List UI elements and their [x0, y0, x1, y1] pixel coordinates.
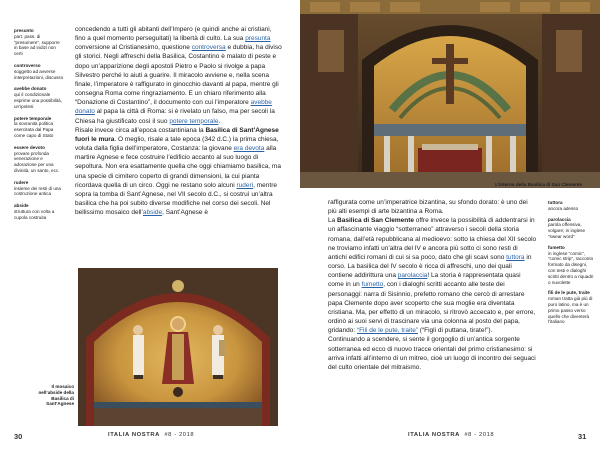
photo-caption: L’interno della Basilica di San Clemente [495, 182, 582, 187]
glossary-entry: fili de le pute, traite roman tratta già più di puro latino, ma è un primo passo verso quello che diventerà l’italiano [548, 290, 593, 325]
glossary-link-controversa[interactable]: controversa [191, 44, 226, 52]
glossary-entry: potere temporale la sovranità politica esercitata dal Papa come capo di Stato [14, 115, 54, 138]
left-footer-magazine: ITALIA NOSTRA #8 - 2018 [108, 432, 195, 438]
glossary-link-tuttora[interactable]: tuttora [506, 253, 525, 261]
glossary-entry: fumetto in inglese “comic”, “comic strip”, racconto formato da disegni, con testi e dialoghi scritti dentro a riquadri o nuvolette [548, 244, 594, 285]
glossary-entry: avebbe donato qui il condizionale esprime una possibilità, un’ipotesi [14, 86, 63, 109]
glossary-link-avebbe-donato[interactable]: avebbe donato [75, 99, 272, 116]
glossary-link-fumetto[interactable]: fumetto [361, 281, 384, 289]
glossary-link-parolaccia[interactable]: parolaccia [397, 272, 428, 280]
glossary-link-presunta[interactable]: presunta [245, 35, 271, 43]
glossary-entry: tuttora ancora adesso [548, 200, 579, 211]
glossary-entry: rudere insieme dei resti di una costruzione antica [14, 179, 61, 197]
glossary-entry: parolaccia parola offensiva, volgare; in inglese “swear word” [548, 216, 586, 239]
left-glossary [14, 28, 64, 227]
left-body-text [75, 25, 283, 217]
paragraph: Continuando a scendere, si sente il gorgoglio di un’antica sorgente sotterranea ed ecco di nuovo tracce orientali del primo cristianesimo: si arriva infatti all’interno di un mitreo, cioè un luogo di incontro dei seguaci del culto orientale del mitraismo. [328, 336, 536, 371]
sant-agnese-mosaic-image [78, 268, 278, 426]
glossary-link-abside[interactable]: abside [142, 209, 163, 217]
left-page-number: 30 [14, 432, 23, 441]
paragraph: raffigurata come un’imperatrice bizantina, su sfondo dorato: è uno dei più alti esempi di arte bizantina a Roma. [328, 199, 528, 216]
bold-term: Basilica di San Clemente [337, 217, 414, 225]
mosaic-caption: Il mosaico nell’abside della Basilica di Sant’Agnese [38, 384, 74, 407]
glossary-entry: presunto part. pass. di “presumere”, supporre in base ad indizi non certi [14, 28, 60, 57]
glossary-entry: controverso soggetto ad avverse interpretazioni, discusso [14, 62, 64, 80]
glossary-link-fili-de-le-pute[interactable]: “Fili de le pute, traite” [356, 327, 418, 335]
right-page [300, 0, 600, 450]
right-body-text [328, 198, 538, 372]
glossary-entry: abside struttura con volta a cupola costruita [14, 203, 55, 220]
glossary-link-potere-temporale[interactable]: potere temporale [169, 117, 219, 125]
san-clemente-interior-image [300, 0, 600, 188]
paragraph: Risale invece circa all’epoca costantiniana la Basilica di Sant’Agnese fuori le mura. O meglio, risale a tale epoca (342 d.C.) la prima chiesa, voluta dalla figlia dell’imperatore, Costanza: la giovane era devota alla martire Agnese e fece costruire l’edificio accanto al suo luogo di sepoltura. Non era esattamente quella che oggi chiamiamo basilica, ma una specie di cimitero coperto di grandi dimensioni, la cui pianta ricordava quella di un circo. Oggi ne restano solo alcuni ruderi, mentre sopra la tomba di Sant’Agnese, nel VII secolo d.C., si costruì un’altra basilica che ha poi subito diverse modifiche nel corso dei secoli. Nel bellissimo mosaico dell’abside, Sant’Agnese è [75, 126, 281, 217]
right-page-number: 31 [578, 432, 587, 441]
right-glossary [548, 200, 594, 330]
right-footer-magazine: ITALIA NOSTRA #8 - 2018 [408, 432, 495, 438]
paragraph: La Basilica di San Clemente offre invece la possibilità di addentrarsi in un affascinante viaggio “sotterraneo” attraverso i secoli della storia romana, dall’età repubblicana al medioevo: sotto la chiesa del XII secolo ne troviamo infatti un’altra del IV e ancora più sotto ci sono resti di antichi edifici romani di cui si sa poco, dato che gli scavi sono tuttora in corso. La basilica del IV secolo è ricca di affreschi, uno dei quali contiene addirittura una parolaccia! La storia è rappresentata quasi come in un fumetto, con i dialoghi scritti accanto alle teste dei personaggi: narra di Sisinnio, prefetto romano che cercò di arrestare papa Clemente dopo aver scoperto che sua moglie era diventata cristiana. Ma, per effetto di un miracolo, si ritrovò accecato e, per errore, ordinò ai suoi servi di trascinare via una colonna al posto del papa, gridando: “Fili de le pute, traite” (“Figli di puttana, tirate!”). [328, 217, 537, 335]
bold-term: Basilica di Sant’Agnese fuori le mura [75, 126, 279, 143]
paragraph: concedendo a tutti gli abitanti dell’Impero (e quindi anche ai cristiani, fino a quel momento perseguitati) la libertà di culto. La sua presunta conversione al Cristianesimo, questione controversa e dubbia, ha diviso gli storici. Negli affreschi della Basilica, Costantino è malato di peste e dopo un’apparizione degli apostoli Pietro e Paolo si rivolge a papa Silvestro perché lo aiuti a guarire. Il miracolo avviene e, nella scena finale, l’imperatore è raffigurato in ginocchio davanti al papa, mentre gli consegna Roma come ringraziamento. E un chiaro riferimento alla “Donazione di Costantino”, il documento con cui l’imperatore avebbe donato al papa la città di Roma: si è rivelato un falso, ma per secoli la Chiesa ha giustificato così il suo potere temporale. [75, 26, 282, 125]
glossary-link-ruderi[interactable]: ruderi [236, 181, 254, 189]
glossary-link-era-devota[interactable]: era devota [233, 145, 265, 153]
glossary-entry: essere devoto provare profonda venerazione e adorazione per una divinità, un santo, ecc. [14, 144, 60, 173]
